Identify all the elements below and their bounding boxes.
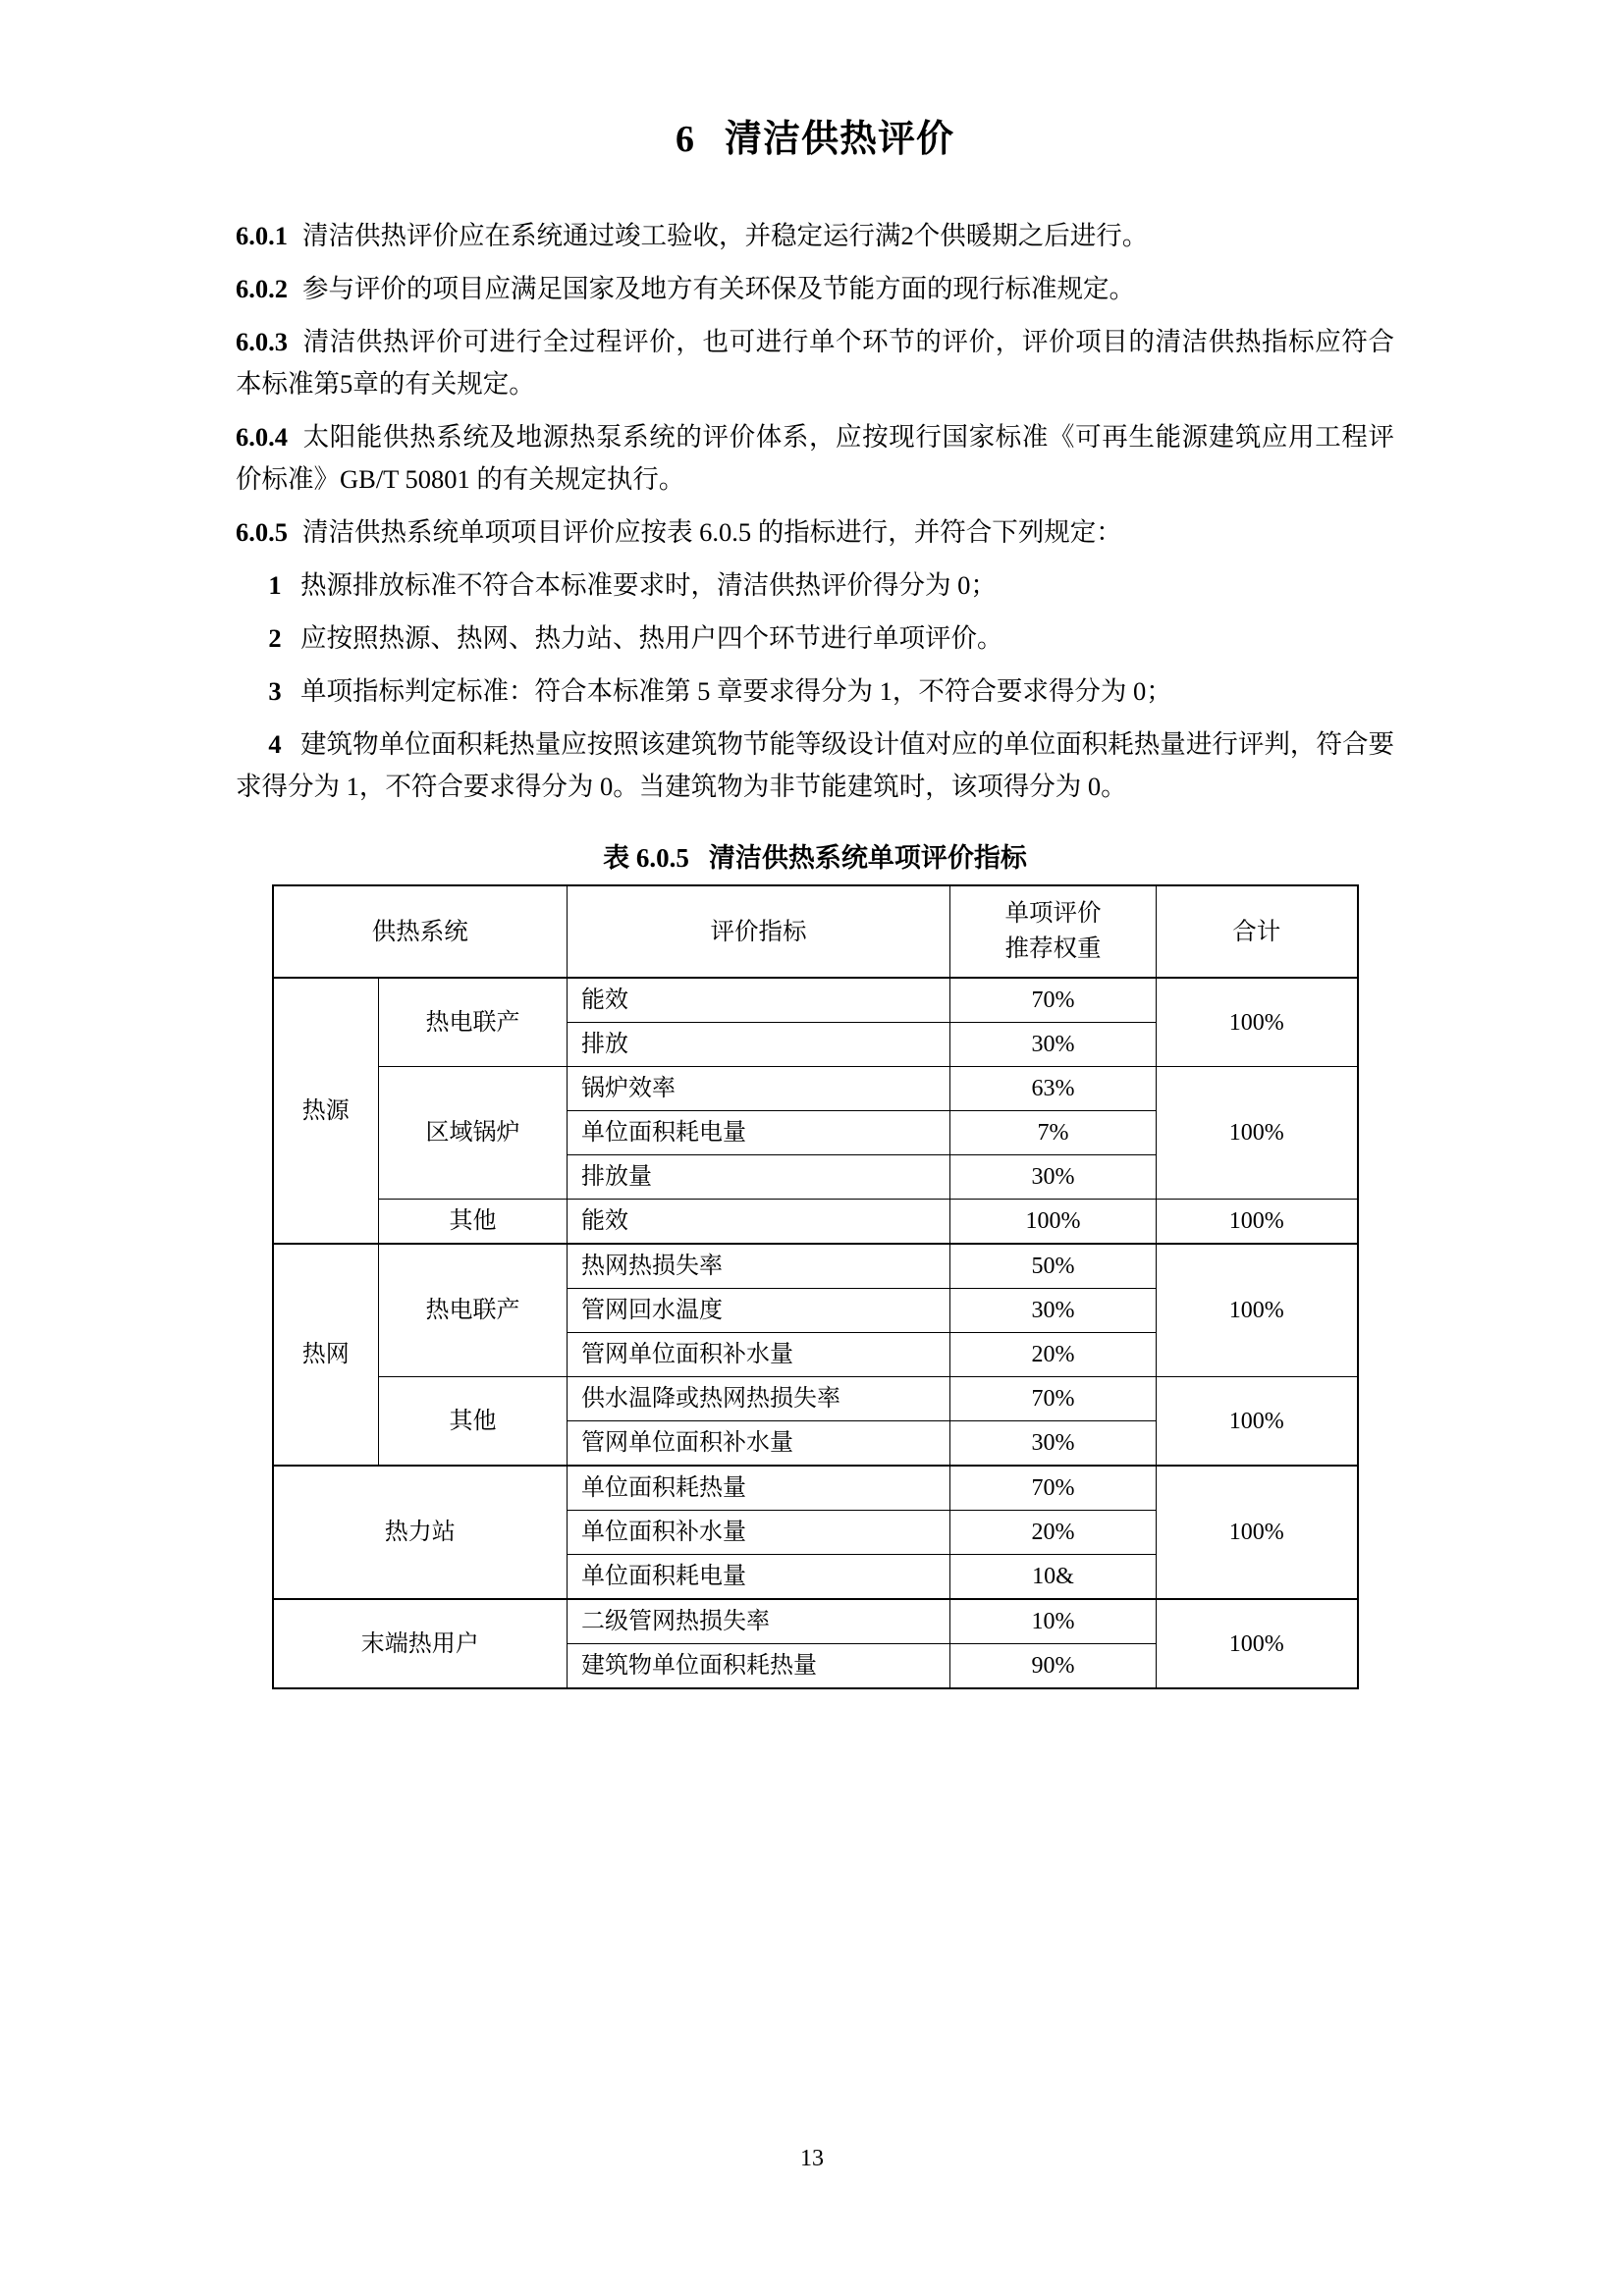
- page-title: [236, 116, 1394, 164]
- evaluation-indicators-table: [272, 884, 1359, 1689]
- metric-cell: 热网热损失率: [568, 1244, 950, 1289]
- clause-6-0-1: [236, 215, 1394, 257]
- chapter-title-text: 清洁供热评价: [724, 119, 954, 160]
- table-row: [273, 1599, 1358, 1644]
- clause-number: 6.0.4: [236, 422, 288, 453]
- table-caption: [236, 836, 1394, 875]
- metric-cell: 管网单位面积补水量: [568, 1333, 950, 1377]
- sub-item-1: [236, 564, 1394, 607]
- weight-cell: 30%: [950, 1421, 1157, 1467]
- sub-item-number: 4: [268, 728, 282, 759]
- clause-number: 6.0.1: [236, 221, 288, 251]
- system-cell-heat-station: 热力站: [273, 1466, 568, 1599]
- weight-cell: 63%: [950, 1067, 1157, 1111]
- metric-cell: 能效: [568, 1200, 950, 1245]
- total-cell: 100%: [1157, 1200, 1358, 1245]
- weight-cell: 20%: [950, 1333, 1157, 1377]
- subgroup-cell: 热电联产: [379, 978, 568, 1067]
- table-row: [273, 1200, 1358, 1245]
- clause-number: 6.0.2: [236, 274, 288, 304]
- sub-item-2: [236, 617, 1394, 660]
- clause-number: 6.0.5: [236, 516, 288, 547]
- clause-6-0-4: [236, 416, 1394, 501]
- sub-item-text: 应按照热源、热网、热力站、热用户四个环节进行单项评价。: [300, 622, 1003, 653]
- metric-cell: 排放量: [568, 1155, 950, 1200]
- weight-cell: 10%: [950, 1599, 1157, 1644]
- total-cell: 100%: [1157, 978, 1358, 1067]
- weight-cell: 70%: [950, 978, 1157, 1023]
- metric-cell: 能效: [568, 978, 950, 1023]
- page-content: [236, 116, 1394, 1689]
- header-weight-line2: 推荐权重: [1004, 935, 1102, 963]
- sub-item-number: 1: [268, 569, 282, 600]
- subgroup-cell: 其他: [379, 1377, 568, 1467]
- weight-cell: 50%: [950, 1244, 1157, 1289]
- total-cell: 100%: [1157, 1377, 1358, 1467]
- header-weight: [950, 885, 1157, 978]
- clause-number: 6.0.3: [236, 327, 288, 357]
- sub-item-text: 热源排放标准不符合本标准要求时，清洁供热评价得分为 0；: [300, 569, 997, 600]
- table-caption-title: 清洁供热系统单项评价指标: [708, 843, 1027, 874]
- weight-cell: 70%: [950, 1377, 1157, 1421]
- system-cell-heat-network: 热网: [273, 1244, 379, 1466]
- metric-cell: 单位面积耗电量: [568, 1111, 950, 1155]
- table-row: [273, 1067, 1358, 1111]
- metric-cell: 单位面积耗热量: [568, 1466, 950, 1511]
- header-total: 合计: [1157, 885, 1358, 978]
- metric-cell: 管网单位面积补水量: [568, 1421, 950, 1467]
- table-header-row: [273, 885, 1358, 978]
- system-cell-heat-source: 热源: [273, 978, 379, 1244]
- header-weight-line1: 单项评价: [1004, 899, 1102, 927]
- metric-cell: 建筑物单位面积耗热量: [568, 1644, 950, 1689]
- subgroup-cell: 其他: [379, 1200, 568, 1245]
- clause-6-0-5: [236, 511, 1394, 554]
- table-row: [273, 1466, 1358, 1511]
- metric-cell: 单位面积补水量: [568, 1511, 950, 1555]
- weight-cell: 90%: [950, 1644, 1157, 1689]
- metric-cell: 供水温降或热网热损失率: [568, 1377, 950, 1421]
- table-row: [273, 1244, 1358, 1289]
- clause-text: 清洁供热评价可进行全过程评价，也可进行单个环节的评价，评价项目的清洁供热指标应符合本标准第5章的有关规定。: [236, 327, 1394, 400]
- subgroup-cell: 区域锅炉: [379, 1067, 568, 1200]
- clause-6-0-2: [236, 268, 1394, 310]
- clause-text: 太阳能供热系统及地源热泵系统的评价体系，应按现行国家标准《可再生能源建筑应用工程评价标准》GB/T 50801 的有关规定执行。: [236, 422, 1394, 494]
- sub-item-4: [236, 723, 1394, 808]
- metric-cell: 管网回水温度: [568, 1289, 950, 1333]
- weight-cell: 30%: [950, 1289, 1157, 1333]
- weight-cell: 20%: [950, 1511, 1157, 1555]
- clause-text: 清洁供热评价应在系统通过竣工验收，并稳定运行满2个供暖期之后进行。: [302, 221, 1149, 251]
- page-number: 13: [800, 2146, 824, 2171]
- weight-cell: 10&: [950, 1555, 1157, 1600]
- total-cell: 100%: [1157, 1244, 1358, 1377]
- weight-cell: 70%: [950, 1466, 1157, 1511]
- header-system: 供热系统: [273, 885, 568, 978]
- total-cell: 100%: [1157, 1599, 1358, 1688]
- subgroup-cell: 热电联产: [379, 1244, 568, 1377]
- total-cell: 100%: [1157, 1466, 1358, 1599]
- chapter-number: 6: [675, 119, 695, 160]
- sub-item-text: 建筑物单位面积耗热量应按照该建筑物节能等级设计值对应的单位面积耗热量进行评判，符合要求得分为 1，不符合要求得分为 0。当建筑物为非节能建筑时，该项得分为 0。: [236, 728, 1394, 801]
- metric-cell: 排放: [568, 1023, 950, 1067]
- metric-cell: 单位面积耗电量: [568, 1555, 950, 1600]
- system-cell-end-user: 末端热用户: [273, 1599, 568, 1688]
- sub-item-text: 单项指标判定标准：符合本标准第 5 章要求得分为 1，不符合要求得分为 0；: [300, 675, 1172, 706]
- sub-item-3: [236, 670, 1394, 713]
- table-row: [273, 978, 1358, 1023]
- clause-text: 参与评价的项目应满足国家及地方有关环保及节能方面的现行标准规定。: [302, 274, 1135, 304]
- sub-item-number: 3: [268, 675, 282, 706]
- table-row: [273, 1377, 1358, 1421]
- header-indicator: 评价指标: [568, 885, 950, 978]
- metric-cell: 二级管网热损失率: [568, 1599, 950, 1644]
- weight-cell: 30%: [950, 1023, 1157, 1067]
- weight-cell: 7%: [950, 1111, 1157, 1155]
- weight-cell: 100%: [950, 1200, 1157, 1245]
- sub-item-number: 2: [268, 622, 282, 653]
- table-caption-label: 表 6.0.5: [603, 843, 689, 874]
- clause-text: 清洁供热系统单项项目评价应按表 6.0.5 的指标进行，并符合下列规定：: [302, 516, 1122, 547]
- weight-cell: 30%: [950, 1155, 1157, 1200]
- clause-6-0-3: [236, 321, 1394, 405]
- metric-cell: 锅炉效率: [568, 1067, 950, 1111]
- total-cell: 100%: [1157, 1067, 1358, 1200]
